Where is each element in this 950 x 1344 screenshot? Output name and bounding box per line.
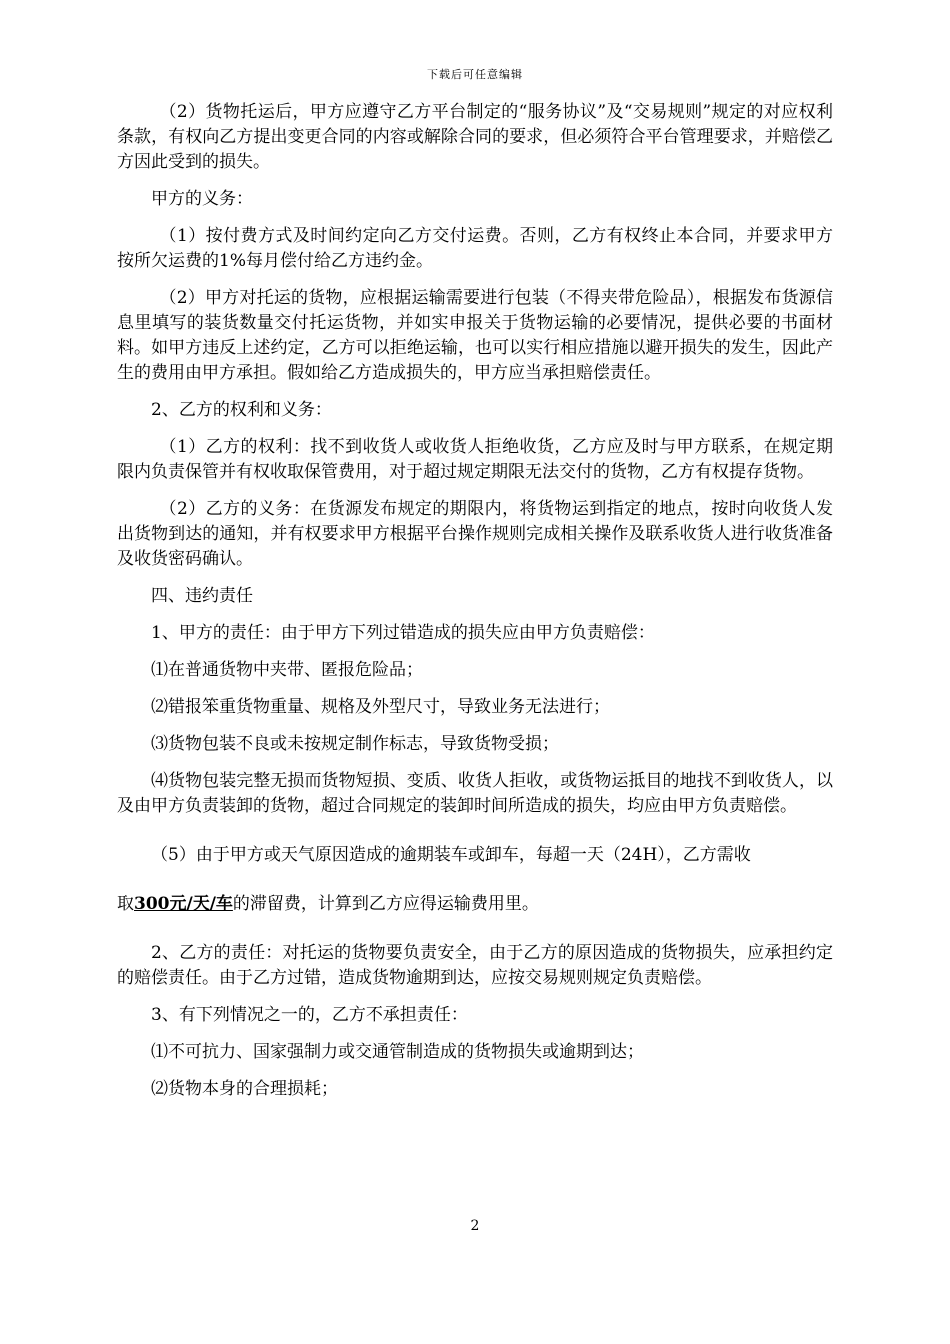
section-heading: 四、违约责任 <box>151 586 253 606</box>
list-item: ⑴不可抗力、国家强制力或交通管制造成的货物损失或逾期到达； <box>151 1042 644 1062</box>
document-body <box>117 100 833 1102</box>
paragraph: （2）乙方的义务：在货源发布规定的期限内，将货物运到指定的地点，按时向收货人发出货物到达的通知，并有权要求甲方根据平台操作规则完成相关操作及联系收货人进行收货准备及收货密码确认。 <box>117 499 833 569</box>
page-number: 2 <box>470 1218 480 1234</box>
paragraph: （2）货物托运后，甲方应遵守乙方平台制定的“服务协议”及“交易规则”规定的对应权利条款，有权向乙方提出变更合同的内容或解除合同的要求，但必须符合平台管理要求，并赔偿乙方因此受到的损失。 <box>117 102 833 172</box>
delay-clause-suffix: 的滞留费，计算到乙方应得运输费用里。 <box>232 894 539 914</box>
page-header: 下载后可任意编辑 <box>427 68 523 81</box>
paragraph: 2、乙方的权利和义务： <box>151 400 332 420</box>
delay-fee: 300元/天/车 <box>134 894 233 914</box>
delay-clause-line1: （5）由于甲方或天气原因造成的逾期装车或卸车，每超一天（24H），乙方需收 <box>151 845 751 865</box>
list-item: ⑵错报笨重货物重量、规格及外型尺寸，导致业务无法进行； <box>151 697 610 717</box>
paragraph: （2）甲方对托运的货物，应根据运输需要进行包装（不得夹带危险品），根据发布货源信息里填写的装货数量交付托运货物，并如实申报关于货物运输的必要情况，提供必要的书面材料。如甲方违反上述约定，乙方可以拒绝运输，也可以实行相应措施以避开损失的发生，因此产生的费用由甲方承担。假如给乙方造成损失的，甲方应当承担赔偿责任。 <box>117 288 833 383</box>
paragraph: （1）乙方的权利：找不到收货人或收货人拒绝收货，乙方应及时与甲方联系，在规定期限内负责保管并有权收取保管费用，对于超过规定期限无法交付的货物，乙方有权提存货物。 <box>117 437 833 482</box>
list-item: ⑷货物包装完整无损而货物短损、变质、收货人拒收，或货物运抵目的地找不到收货人，以及由甲方负责装卸的货物，超过合同规定的装卸时间所造成的损失，均应由甲方负责赔偿。 <box>117 771 833 816</box>
delay-clause-line2 <box>117 892 833 917</box>
paragraph: 甲方的义务： <box>151 189 253 209</box>
paragraph: 2、乙方的责任：对托运的货物要负责安全，由于乙方的原因造成的货物损失，应承担约定的赔偿责任。由于乙方过错，造成货物逾期到达，应按交易规则规定负责赔偿。 <box>117 943 833 988</box>
paragraph: （1）按付费方式及时间约定向乙方交付运费。否则，乙方有权终止本合同，并要求甲方按所欠运费的1%每月偿付给乙方违约金。 <box>117 226 833 271</box>
list-item: ⑶货物包装不良或未按规定制作标志，导致货物受损； <box>151 734 559 754</box>
paragraph: 1、甲方的责任：由于甲方下列过错造成的损失应由甲方负责赔偿： <box>151 623 655 643</box>
list-item: ⑴在普通货物中夹带、匿报危险品； <box>151 660 423 680</box>
paragraph: 3、有下列情况之一的，乙方不承担责任： <box>151 1005 468 1025</box>
delay-clause-prefix: 取 <box>117 894 134 914</box>
list-item: ⑵货物本身的合理损耗； <box>151 1079 338 1099</box>
